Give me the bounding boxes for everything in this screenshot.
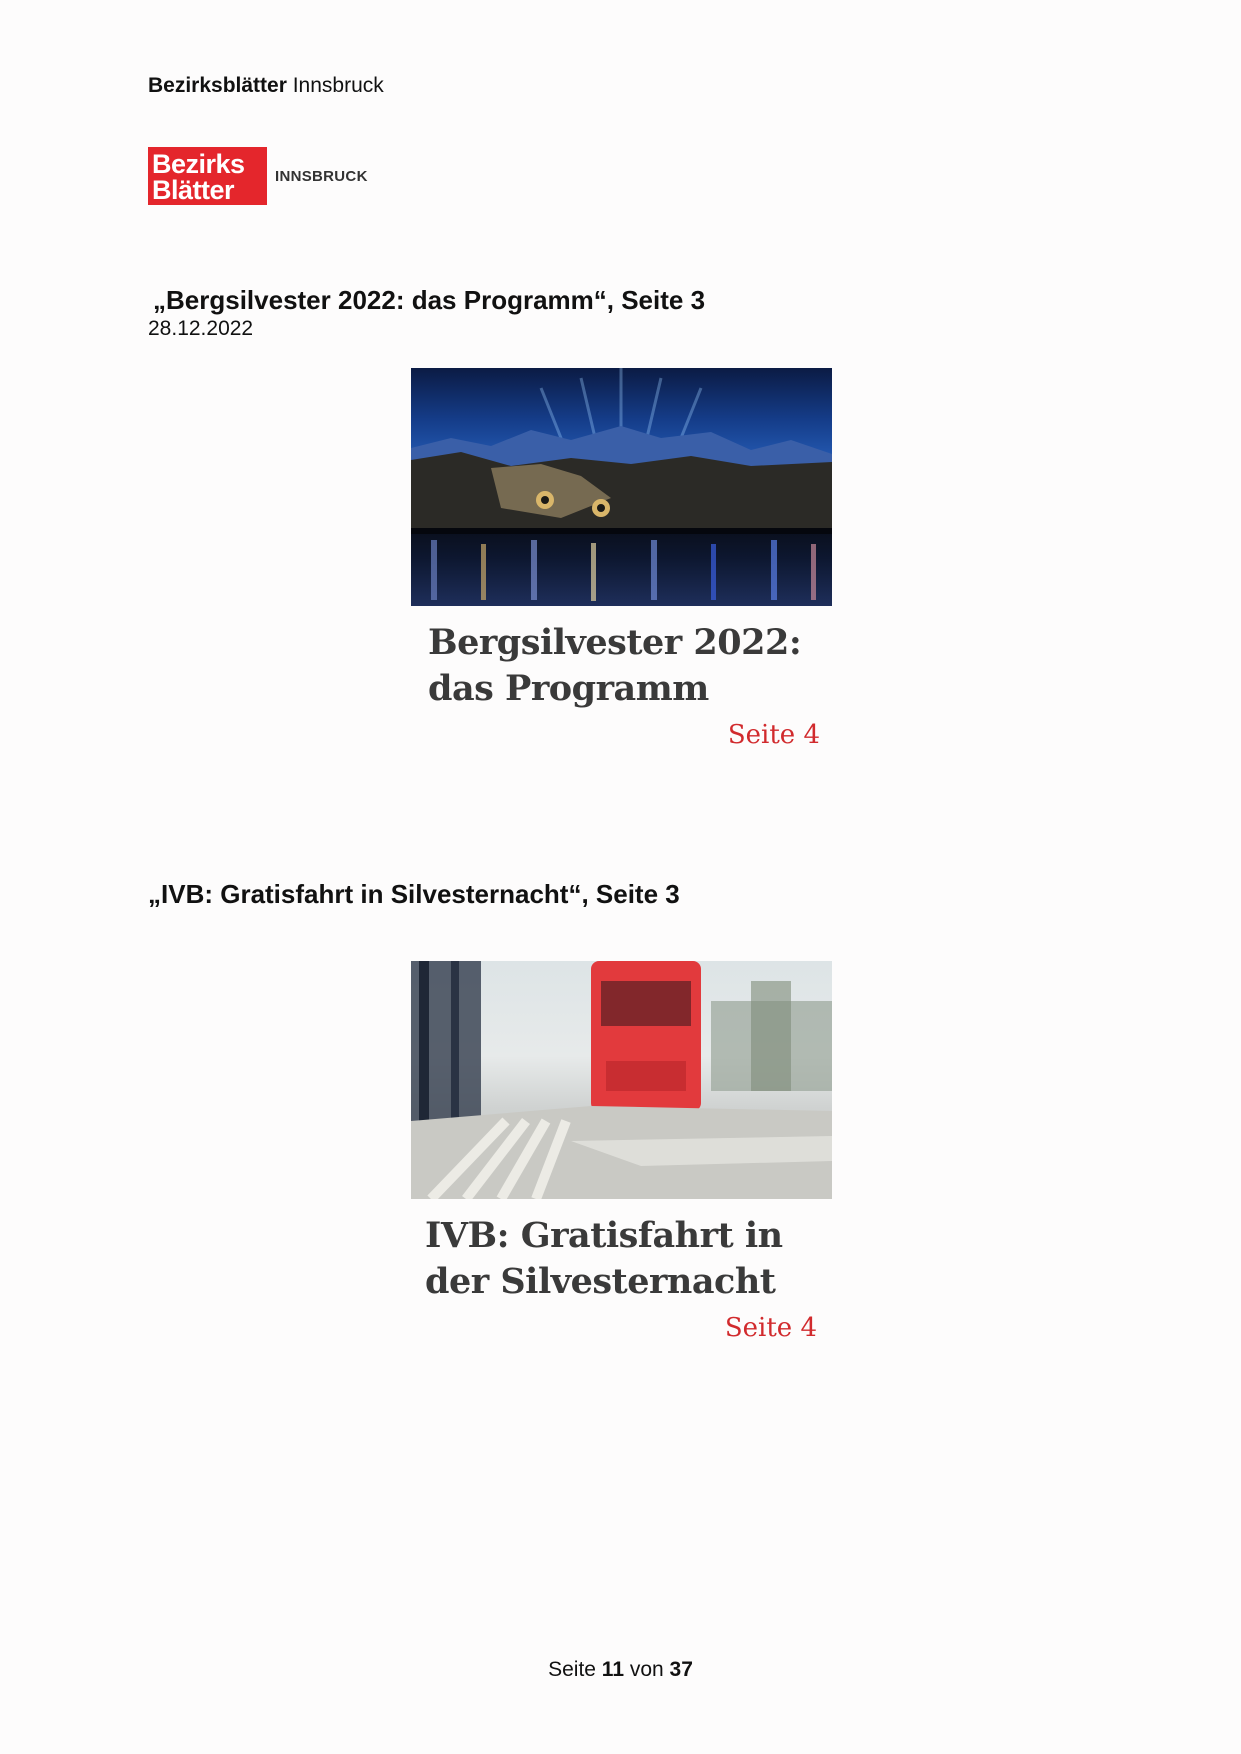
logo-side-text: INNSBRUCK — [275, 168, 368, 185]
clipping-photo-tram — [411, 961, 832, 1199]
header-brand: Bezirksblätter — [148, 74, 287, 97]
clipping-photo-mountains — [411, 368, 832, 606]
article-title: „Bergsilvester 2022: das Programm“, Seite 3 — [153, 285, 706, 315]
newspaper-clipping — [411, 368, 832, 750]
footer-prefix: Seite — [548, 1658, 602, 1681]
page-footer — [0, 1658, 1241, 1682]
logo-line-1: Bezirks — [152, 149, 245, 179]
clipping-headline-line-1: IVB: Gratisfahrt in — [425, 1215, 783, 1256]
article-title: „IVB: Gratisfahrt in Silvesternacht“, Seite 3 — [148, 879, 680, 909]
logo-line-2: Blätter — [152, 175, 235, 205]
footer-middle: von — [624, 1658, 670, 1681]
night-mountain-illustration — [411, 368, 832, 606]
newspaper-clipping — [411, 961, 832, 1343]
clipping-headline-line-2: der Silvesternacht — [425, 1261, 776, 1302]
tram-illustration — [411, 961, 832, 1199]
bezirksblaetter-logo — [148, 147, 267, 205]
footer-page-number: 11 — [601, 1658, 624, 1681]
footer-total-pages: 37 — [669, 1658, 693, 1681]
clipping-headline-line-1: Bergsilvester 2022: — [428, 622, 802, 663]
clipping-headline — [425, 1213, 832, 1305]
clipping-page-ref: Seite 4 — [727, 720, 820, 750]
document-header — [148, 74, 384, 98]
header-location: Innsbruck — [286, 74, 384, 97]
article-date: 28.12.2022 — [148, 317, 254, 340]
clipping-headline — [428, 620, 832, 712]
clipping-headline-line-2: das Programm — [428, 668, 709, 709]
clipping-page-ref: Seite 4 — [724, 1313, 817, 1343]
